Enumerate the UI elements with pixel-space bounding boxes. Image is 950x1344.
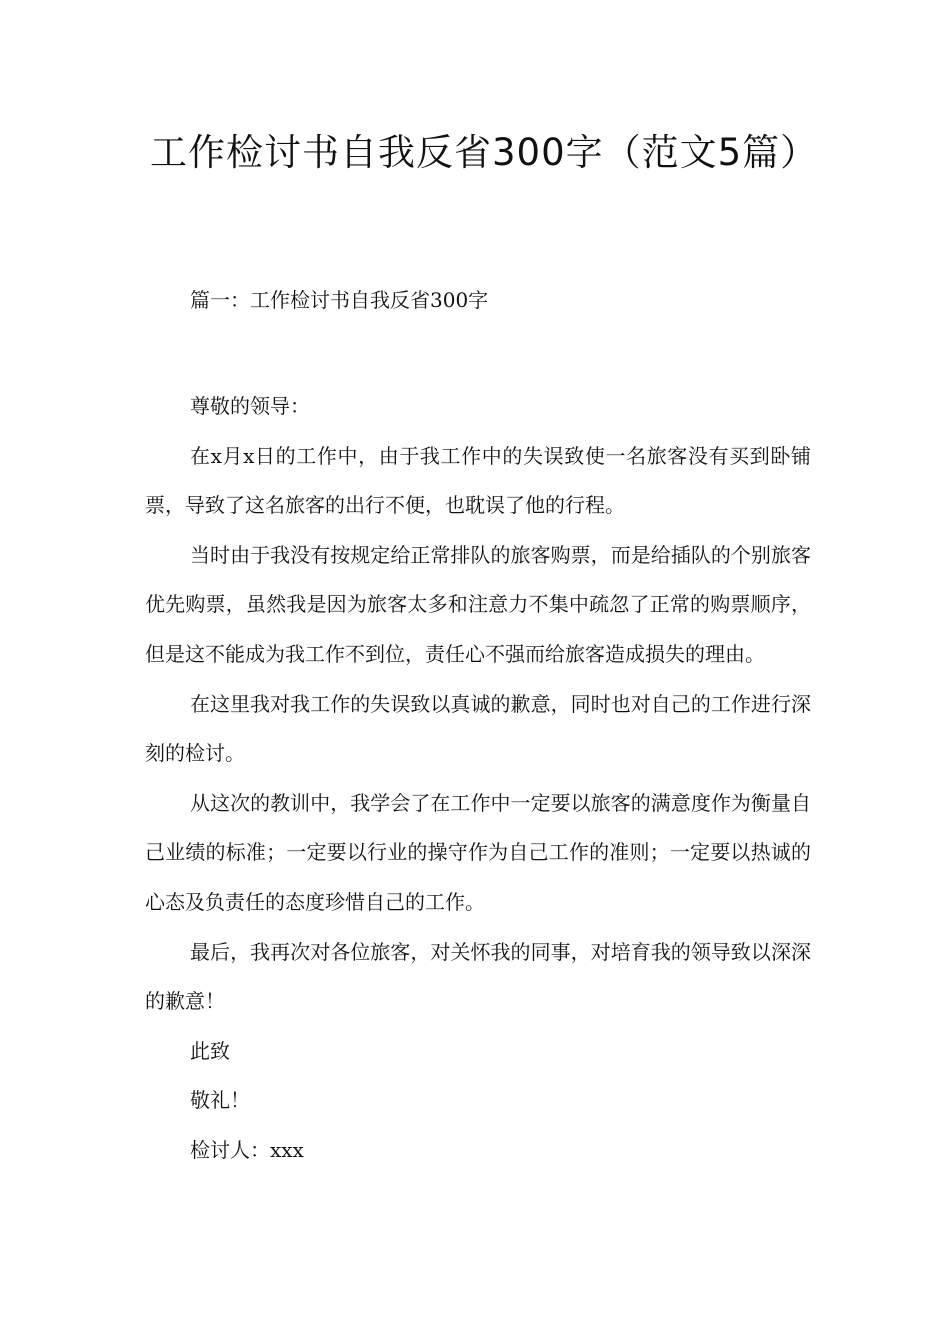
paragraph: 最后，我再次对各位旅客，对关怀我的同事，对培育我的领导致以深深的歉意！	[145, 939, 811, 1014]
closing-line: 此致	[190, 1038, 230, 1063]
letter-body	[145, 382, 811, 1176]
paragraph: 在这里我对我工作的失误致以真诚的歉意，同时也对自己的工作进行深刻的检讨。	[145, 691, 811, 766]
salutation: 尊敬的领导：	[190, 394, 310, 418]
document-title: 工作检讨书自我反省300字（范文5篇）	[150, 131, 819, 174]
paragraph: 当时由于我没有按规定给正常排队的旅客购票，而是给插队的个别旅客优先购票，虽然我是因为旅客太多和注意力不集中疏忽了正常的购票顺序，但是这不能成为我工作不到位，责任心不强而给旅客造成损失的理由。	[145, 542, 811, 666]
section-heading: 篇一：工作检讨书自我反省300字	[190, 288, 489, 312]
paragraph: 在x月x日的工作中，由于我工作中的失误致使一名旅客没有买到卧铺票，导致了这名旅客的出行不便，也耽误了他的行程。	[145, 443, 811, 518]
signature: 检讨人：xxx	[190, 1137, 304, 1162]
closing-salute: 敬礼！	[190, 1088, 250, 1113]
paragraph: 从这次的教训中，我学会了在工作中一定要以旅客的满意度作为衡量自己业绩的标准；一定要以行业的操守作为自己工作的准则；一定要以热诚的心态及负责任的态度珍惜自己的工作。	[145, 790, 811, 914]
